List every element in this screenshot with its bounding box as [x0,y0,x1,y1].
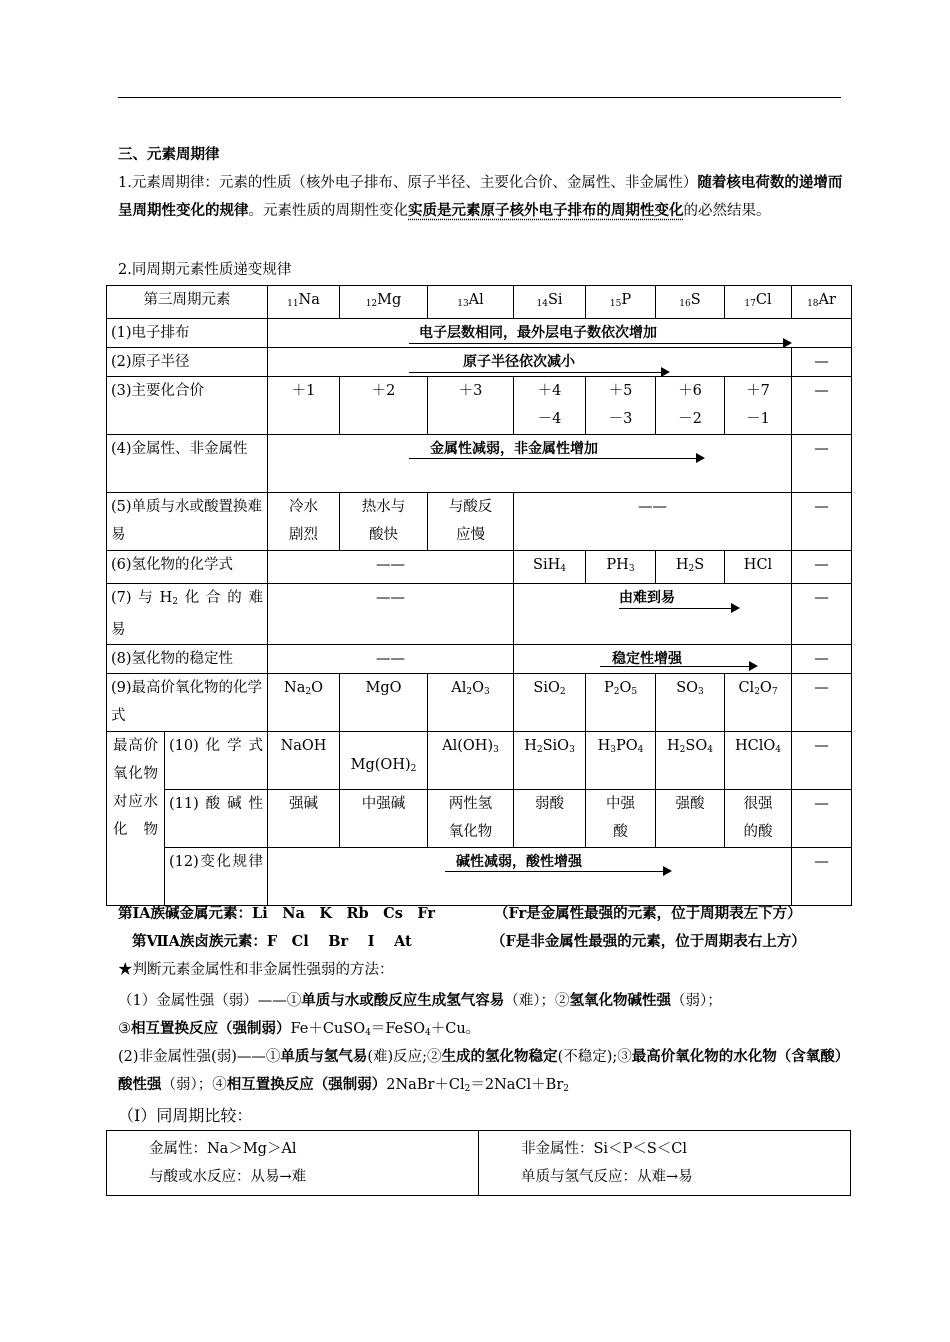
row11-p: 中强酸 [586,790,656,848]
row10-na: NaOH [268,732,340,790]
row1-arrow-label: 电子层数相同，最外层电子数依次增加 [419,325,657,341]
row3-na: ＋1 [268,377,340,435]
group-ia-line: 第ⅠA族碱金属元素：Li Na K Rb Cs Fr （Fr是金属性最强的元素，位于周期表左下方） [118,905,802,922]
row7-ar: — [792,584,852,645]
row8-arrow [600,666,755,667]
head-cl: $_{17}$Cl [725,286,792,319]
row5-ar: — [792,493,852,551]
period-property-table [106,285,852,906]
row11-label: (11)酸碱性 [165,790,268,848]
metal-reaction: 与酸或水反应：从易→难 [149,1169,307,1185]
row4-ar: — [792,435,852,493]
row7-arrow-label: 由难到易 [619,590,675,606]
row7-label: (7)与$H_2$化合的难 易 [107,584,268,645]
row11-s: 强酸 [656,790,725,848]
row12-arrow-cell [268,848,792,906]
row3-label: (3)主要化合价 [107,377,268,435]
row2-arrow [409,372,667,373]
row11-ar: — [792,790,852,848]
row4-arrow [409,458,702,459]
row5-label: (5)单质与水或酸置换难易 [107,493,268,551]
row11-cl: 很强的酸 [725,790,792,848]
row7-arrow [619,608,737,609]
row3-mg: ＋2 [340,377,428,435]
row10-al: $Al(OH)_3$ [428,732,514,790]
row9-na: $Na_2O$ [268,674,340,732]
row10-ar: — [792,732,852,790]
row6-label: (6)氢化物的化学式 [107,551,268,584]
row5-dash: —— [514,493,792,551]
row11-na: 强碱 [268,790,340,848]
row8-label: (8)氢化物的稳定性 [107,645,268,674]
row10-p: $H_3PO_4$ [586,732,656,790]
row8-dash: —— [268,645,514,674]
comparison-nonmetal-cell [479,1131,851,1196]
row9-ar: — [792,674,852,732]
row3-s: ＋6 －2 [656,377,725,435]
row2-arrow-label: 原子半径依次减小 [463,354,575,370]
row6-dash: —— [268,551,514,584]
row12-label: (12)变化规律 [165,848,268,906]
row8-ar: — [792,645,852,674]
head-al: $_{13}$Al [428,286,514,319]
row10-mg: $Mg(OH)_2$ [340,732,428,790]
row1-arrow-cell [268,319,852,348]
head-ar: $_{18}$Ar [792,286,852,319]
row10-label: (10)化学式 [165,732,268,790]
head-na: $_{11}$Na [268,286,340,319]
row11-mg: 中强碱 [340,790,428,848]
comparison-table [106,1130,851,1196]
row2-arrow-cell [268,348,792,377]
head-mg: $_{12}$Mg [340,286,428,319]
head-si: $_{14}$Si [514,286,586,319]
row9-cl: $Cl_2O_7$ [725,674,792,732]
row3-cl: ＋7 －1 [725,377,792,435]
row8-arrow-label: 稳定性增强 [612,651,682,667]
comparison-title: （Ⅰ）同周期比较： [118,1106,253,1125]
row6-ar: — [792,551,852,584]
row2-label: (2)原子半径 [107,348,268,377]
row3-p: ＋5 －3 [586,377,656,435]
row6-s: $H_2S$ [656,551,725,584]
judgement-title: ★判断元素金属性和非金属性强弱的方法： [118,962,394,978]
row9-s: $SO_3$ [656,674,725,732]
row9-al: $Al_2O_3$ [428,674,514,732]
row11-al: 两性氢氧化物 [428,790,514,848]
row7-arrow-cell [514,584,792,645]
head-p: $_{15}$P [586,286,656,319]
row9-p: $P_2O_5$ [586,674,656,732]
row5-mg: 热水与酸快 [340,493,428,551]
row1-label: (1)电子排布 [107,319,268,348]
row2-ar: — [792,348,852,377]
row10-si: $H_2SiO_3$ [514,732,586,790]
row3-ar: — [792,377,852,435]
head-s: $_{16}$S [656,286,725,319]
row10-cl: HClO$_4$ [725,732,792,790]
metal-criteria: （1）金属性强（弱）——①单质与水或酸反应生成氢气容易（难）；②氢氧化物碱性强（弱）； ③相互置换反应（强制弱）Fe＋CuSO$_4$＝FeSO$_4$＋Cu。 [118,992,722,1038]
nonmetal-reaction: 单质与氢气反应：从难→易 [521,1169,693,1185]
section-title: 三、元素周期律 [118,146,220,163]
row12-arrow-label: 碱性减弱，酸性增强 [456,854,582,870]
row1-arrow [409,343,789,344]
paragraph-periodic-law: 1.元素周期律：元素的性质（核外电子排布、原子半径、主要化合价、金属性、非金属性）随着核电荷数的递增而呈周期性变化的规律。元素性质的周期性变化实质是元素原子核外电子排布的周期性变化的必然结果。 [118,174,843,219]
row11-si: 弱酸 [514,790,586,848]
row4-arrow-label: 金属性减弱，非金属性增加 [430,441,598,457]
row6-cl: HCl [725,551,792,584]
row4-arrow-cell [268,435,792,493]
row3-al: ＋3 [428,377,514,435]
metal-order: 金属性：Na＞Mg＞Al [149,1141,297,1157]
group-viia-line: 第ⅦA族卤族元素：F Cl Br I At （F是非金属性最强的元素，位于周期表右上方） [132,933,806,950]
row9-label: (9)最高价氧化物的化学式 [107,674,268,732]
hydroxide-group-label: 最高价氧化物对应水化物 [107,732,165,906]
row12-arrow [445,871,669,872]
row4-label: (4)金属性、非金属性 [107,435,268,493]
row9-si: SiO$_2$ [514,674,586,732]
row5-na: 冷水剧烈 [268,493,340,551]
paragraph-same-period: 2.同周期元素性质递变规律 [118,262,292,278]
header-rule [118,97,841,98]
head-label: 第三周期元素 [107,286,268,319]
row12-ar: — [792,848,852,906]
row10-s: $H_2SO_4$ [656,732,725,790]
row9-mg: MgO [340,674,428,732]
nonmetal-order: 非金属性：Si＜P＜S＜Cl [521,1141,687,1157]
nonmetal-criteria: (2)非金属性强(弱)——①单质与氢气易(难)反应;②生成的氢化物稳定(不稳定);③最高价氧化物的水化物（含氧酸）酸性强（弱）；④相互置换反应（强制弱）$2NaBr+Cl_2=2NaCl+Br_2$ [118,1048,843,1094]
row3-si: ＋4 －4 [514,377,586,435]
row5-al: 与酸反应慢 [428,493,514,551]
comparison-metal-cell [107,1131,479,1196]
row8-arrow-cell [514,645,792,674]
row6-p: $PH_3$ [586,551,656,584]
row7-dash: —— [268,584,514,645]
row6-si: SiH$_4$ [514,551,586,584]
